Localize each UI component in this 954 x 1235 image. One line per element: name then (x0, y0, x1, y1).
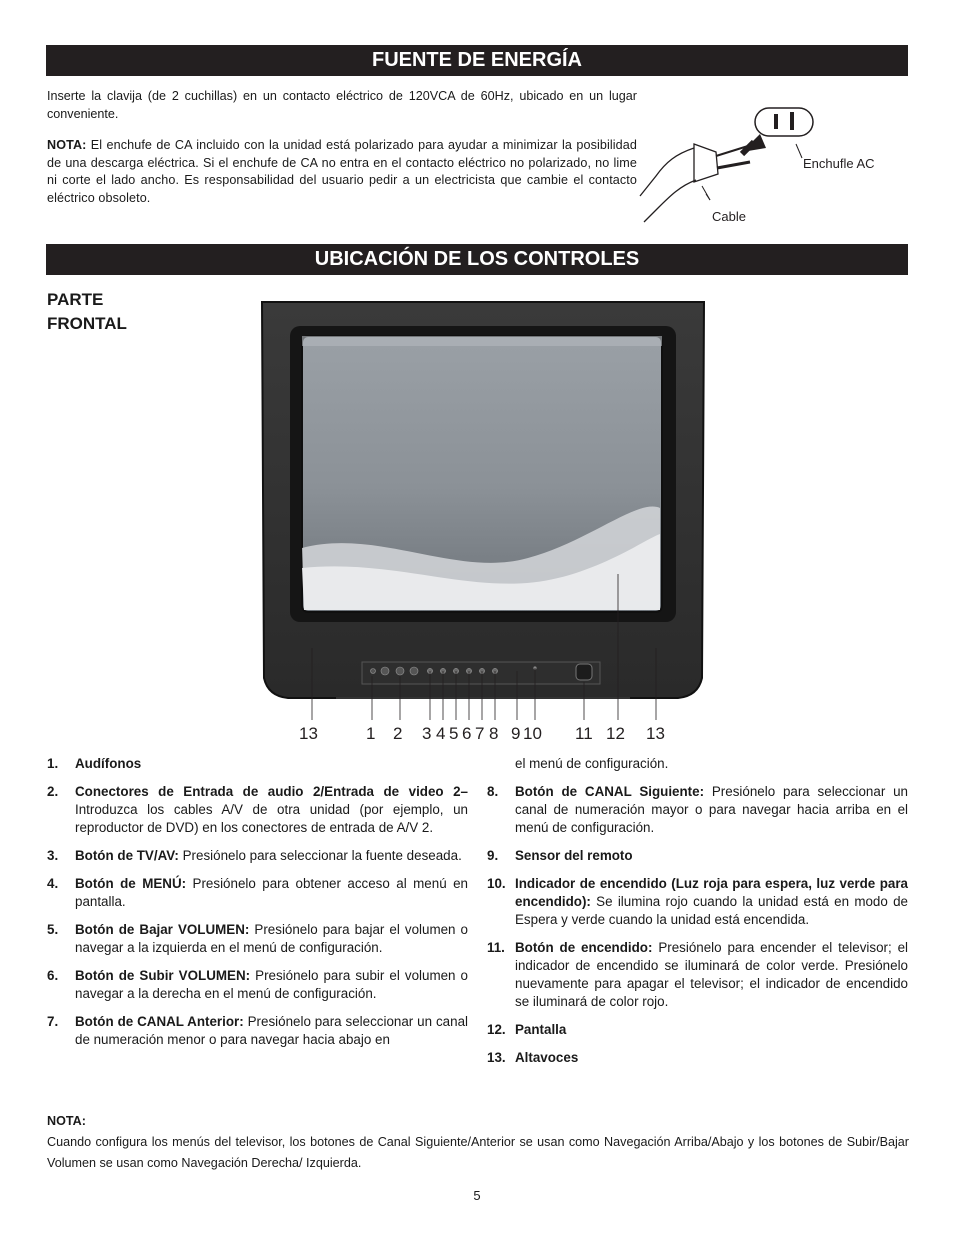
callout-8: 8 (489, 724, 499, 743)
callout-9: 9 (511, 724, 521, 743)
item-text: Presiónelo para seleccionar un canal de numeración mayor o para navegar hacia arriba en el menú de configuración. (515, 784, 908, 835)
item-number: 2. (47, 784, 59, 799)
callout-11: 11 (575, 724, 593, 743)
item-number: 8. (487, 784, 499, 799)
power-instruction: Inserte la clavija (de 2 cuchillas) en un contacto eléctrico de 120VCA de 60Hz, ubicado en un lugar conveniente. (47, 89, 637, 121)
item-text: Presiónelo para encender el televisor; el indicador de encendido se iluminará de color verde. Presiónelo nuevamente para apagar el televisor; el indicador de encendido se iluminará de color rojo. (515, 940, 908, 1009)
list-item (47, 783, 468, 837)
navigation-note-text: Cuando configura los menús del televisor, los botones de Canal Siguiente/Anterior se usan como Navegación Arriba/Abajo y los botones de Subir/Bajar Volumen se usan como Navegación Derecha/ Izquierda. (47, 1135, 909, 1170)
item-number: 3. (47, 848, 59, 863)
controls-list-left (47, 755, 468, 1059)
item-number: 13. (487, 1050, 506, 1065)
power-note-text: El enchufe de CA incluido con la unidad está polarizado para ayudar a minimizar la posibilidad de una descarga eléctrica. Si el enchufe de CA no entra en el contacto eléctrico no polarizado, no lime ni corte el lado ancho. Es responsabilidad del usuario pedir a un electricista que cambie el contacto eléctrico obsoleto. (47, 138, 637, 205)
list-item (47, 921, 468, 957)
controls-list-right (487, 755, 908, 1077)
item-text: Presiónelo para obtener acceso al menú en pantalla. (75, 876, 468, 909)
navigation-note-label: NOTA: (47, 1114, 86, 1128)
navigation-note (47, 1111, 909, 1174)
item-title: Botón de Bajar VOLUMEN: (75, 922, 250, 937)
item-number: 7. (47, 1014, 59, 1029)
list-item (487, 1049, 908, 1067)
item-title: Sensor del remoto (515, 848, 633, 863)
item-text: el menú de configuración. (515, 756, 669, 771)
item-number: 9. (487, 848, 499, 863)
item-title: Indicador de encendido (Luz roja para espera, luz verde para encendido): (515, 876, 908, 909)
item-title: Botón de CANAL Siguiente: (515, 784, 705, 799)
item-title: Botón de TV/AV: (75, 848, 179, 863)
item-number: 12. (487, 1022, 506, 1037)
item-text: Se ilumina rojo cuando la unidad está en modo de Espera y verde cuando la unidad está encendida. (515, 894, 908, 927)
item-text: Presiónelo para seleccionar un canal de numeración menor o para navegar hacia abajo en (75, 1014, 468, 1047)
callout-2: 2 (393, 724, 403, 743)
list-item (47, 847, 468, 865)
item-title: Pantalla (515, 1022, 567, 1037)
section-title-power: FUENTE DE ENERGÍA (46, 45, 908, 76)
item-number: 1. (47, 756, 59, 771)
item-text: Presiónelo para bajar el volumen o navegar a la izquierda en el menú de configuración. (75, 922, 468, 955)
item-title: Botón de CANAL Anterior: (75, 1014, 244, 1029)
item-number: 5. (47, 922, 59, 937)
list-item (487, 783, 908, 837)
callout-5: 5 (449, 724, 459, 743)
callout-1: 1 (366, 724, 376, 743)
item-text: Presiónelo para subir el volumen o navegar a la derecha en el menú de configuración. (75, 968, 468, 1001)
list-item-continued (487, 755, 908, 773)
callout-13-right: 13 (646, 724, 665, 743)
list-item (487, 847, 908, 865)
outlet-label: Enchufle AC (803, 156, 875, 171)
item-title: Conectores de Entrada de audio 2/Entrada de video 2– (75, 784, 468, 799)
item-number: 6. (47, 968, 59, 983)
power-note-label: NOTA: (47, 138, 87, 152)
list-item (487, 875, 908, 929)
cable-label: Cable (712, 209, 746, 224)
list-item (47, 967, 468, 1003)
callout-12: 12 (606, 724, 625, 743)
item-text: Introduzca los cables A/V de otra unidad (por ejemplo, un reproductor de DVD) en los conectores de entrada de A/V 2. (75, 802, 468, 835)
item-title: Altavoces (515, 1050, 579, 1065)
list-item (487, 1021, 908, 1039)
item-title: Botón de MENÚ: (75, 876, 187, 891)
callout-13-left: 13 (299, 724, 318, 743)
item-title: Botón de Subir VOLUMEN: (75, 968, 251, 983)
list-item (47, 1013, 468, 1049)
list-item (47, 755, 468, 773)
callout-3: 3 (422, 724, 432, 743)
item-number: 4. (47, 876, 59, 891)
section-title-controls: UBICACIÓN DE LOS CONTROLES (46, 244, 908, 275)
item-title: Botón de encendido: (515, 940, 653, 955)
item-number: 10. (487, 876, 506, 891)
callout-6: 6 (462, 724, 472, 743)
list-item (487, 939, 908, 1011)
front-subtitle-line2: FRONTAL (47, 314, 127, 333)
item-text: Presiónelo para seleccionar la fuente deseada. (178, 848, 462, 863)
item-number (487, 755, 515, 773)
item-number: 11. (487, 940, 505, 955)
item-title: Audífonos (75, 756, 142, 771)
callout-10: 10 (523, 724, 542, 743)
list-item (47, 875, 468, 911)
callout-4: 4 (436, 724, 446, 743)
callout-7: 7 (475, 724, 485, 743)
front-subtitle-line1: PARTE (47, 290, 104, 309)
page-number: 5 (473, 1188, 481, 1203)
